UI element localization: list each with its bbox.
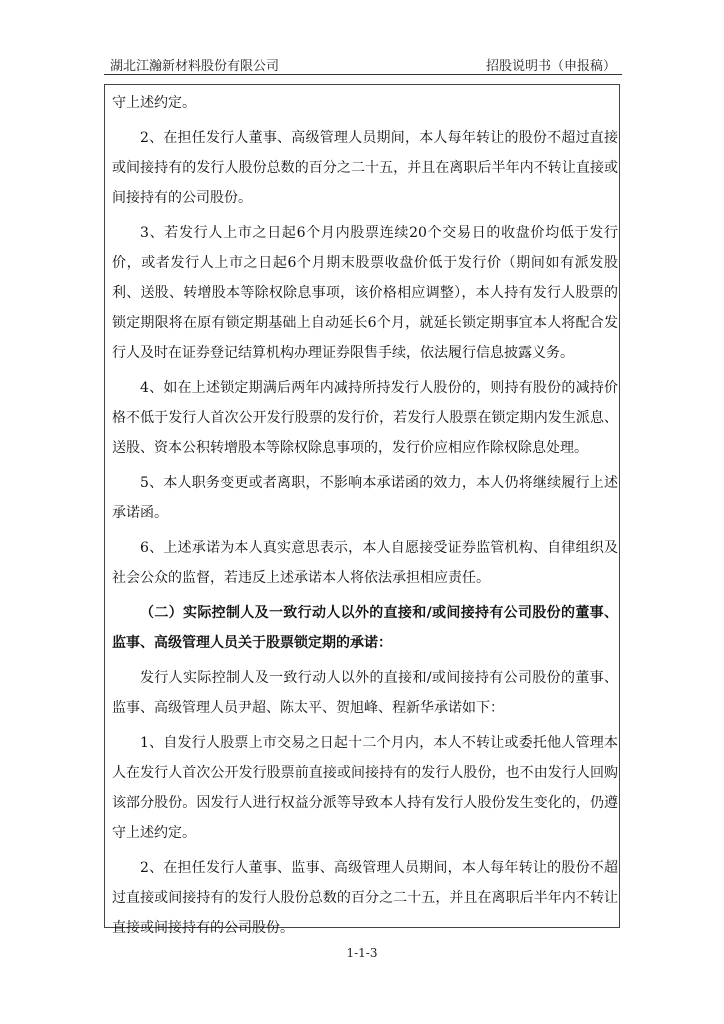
paragraph-item-6: 6、上述承诺为本人真实意思表示，本人自愿接受证券监管机构、自律组织及社会公众的监督，若违反上述承诺本人将依法承担相应责任。 [112, 540, 618, 586]
document-body [112, 88, 618, 948]
page-header [104, 52, 620, 74]
paragraph-item-2: 2、在担任发行人董事、高级管理人员期间，本人每年转让的股份不超过直接或间接持有的发行人股份总数的百分之二十五，并且在离职后半年内不转让直接或间接持有的公司股份。 [112, 130, 618, 206]
document-title: 招股说明书（申报稿） [485, 59, 616, 74]
paragraph-continuation: 守上述约定。 [112, 95, 196, 111]
paragraph-intro: 发行人实际控制人及一致行动人以外的直接和/或间接持有公司股份的董事、监事、高级管理人员尹超、陈太平、贺旭峰、程新华承诺如下： [112, 670, 618, 716]
paragraph-item-5: 5、本人职务变更或者离职，不影响本承诺函的效力，本人仍将继续履行上述承诺函。 [112, 475, 618, 521]
paragraph-item-3: 3、若发行人上市之日起6个月内股票连续20个交易日的收盘价均低于发行价，或者发行人上市之日起6个月期末股票收盘价低于发行价（期间如有派发股利、送股、转增股本等除权除息事项，该价格相应调整），本人持有发行人股票的锁定期限将在原有锁定期基础上自动延长6个月，就延长锁定期事宜本人将配合发行人及时在证券登记结算机构办理证券限售手续，依法履行信息披露义务。 [112, 225, 618, 361]
section-heading: （二）实际控制人及一致行动人以外的直接和/或间接持有公司股份的董事、监事、高级管理人员关于股票锁定期的承诺： [112, 605, 618, 651]
paragraph-commitment-1: 1、自发行人股票上市交易之日起十二个月内，本人不转让或委托他人管理本人在发行人首次公开发行股票前直接或间接持有的发行人股份，也不由发行人回购该部分股份。因发行人进行权益分派等导致本人持有发行人股份发生变化的，仍遵守上述约定。 [112, 735, 618, 841]
paragraph-commitment-2: 2、在担任发行人董事、监事、高级管理人员期间，本人每年转让的股份不超过直接或间接持有的发行人股份总数的百分之二十五，并且在离职后半年内不转让直接或间接持有的公司股份。 [112, 860, 618, 936]
company-name: 湖北江瀚新材料股份有限公司 [110, 59, 280, 74]
paragraph-item-4: 4、如在上述锁定期满后两年内减持所持发行人股份的，则持有股份的减持价格不低于发行人首次公开发行股票的发行价，若发行人股票在锁定期内发生派息、送股、资本公积转增股本等除权除息事项的，发行价应相应作除权除息处理。 [112, 380, 618, 456]
page-number: 1-1-3 [346, 946, 378, 960]
header-divider [104, 74, 622, 75]
